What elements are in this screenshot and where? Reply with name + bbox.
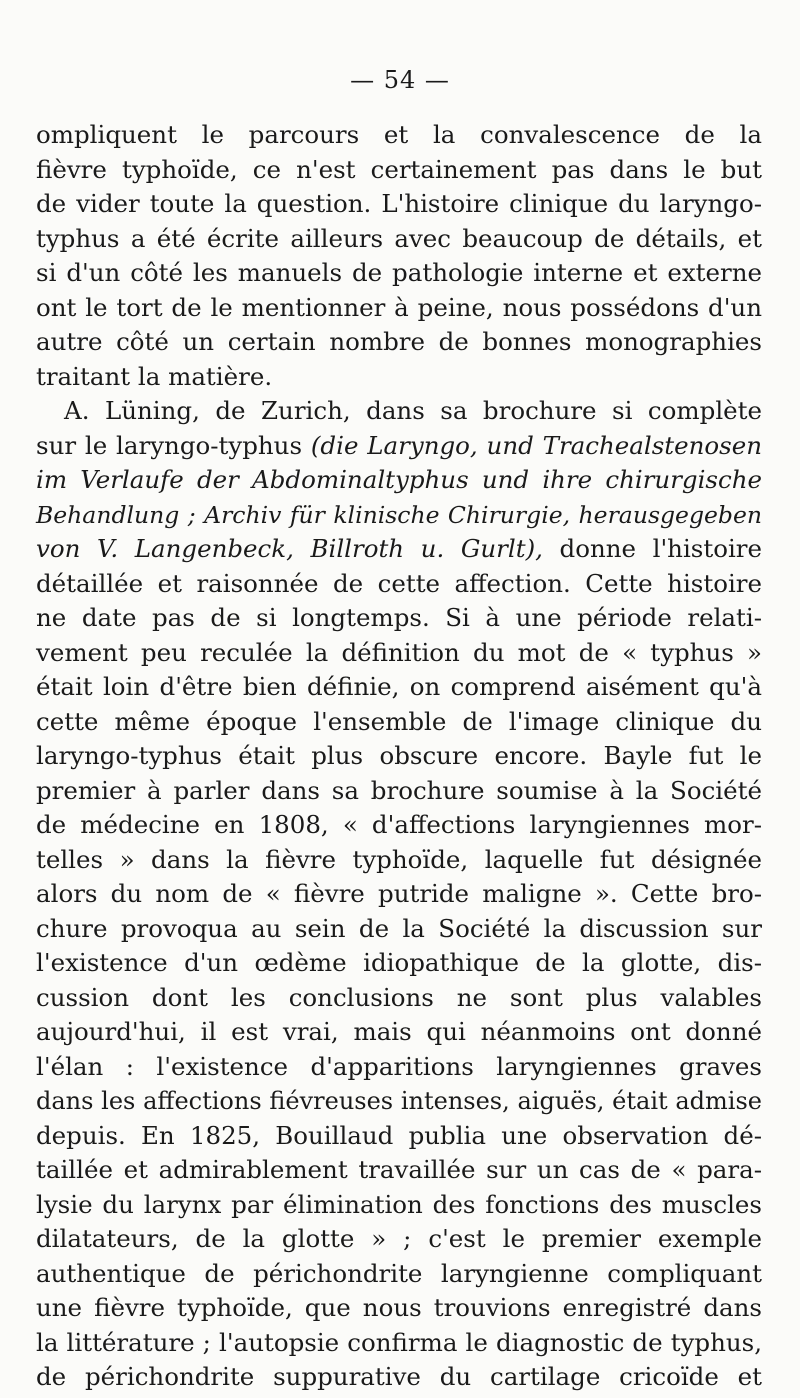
italic-citation: von V. Langenbeck, Billroth u. Gurlt), (36, 534, 543, 563)
text-run: traitant la matière. (36, 361, 273, 391)
text-run: ne date pas de si longtemps. Si à une période relati- (36, 603, 762, 632)
text-line (36, 429, 762, 464)
text-line (36, 325, 762, 360)
text-line (36, 567, 762, 602)
text-line (36, 291, 762, 326)
italic-citation: Behandlung ; Archiv für klinische Chirurgie, herausgegeben (36, 500, 762, 529)
text-run: de périchondrite suppurative du cartilage cricoïde et (36, 1362, 762, 1391)
text-line (36, 636, 762, 671)
text-line (36, 981, 762, 1016)
text-line (36, 394, 762, 429)
text-line (36, 1153, 762, 1188)
text-line (36, 1326, 762, 1361)
text-run: depuis. En 1825, Bouillaud publia une observation dé- (36, 1120, 762, 1150)
text-run: cussion dont les conclusions ne sont plus valables (36, 982, 762, 1012)
text-run: de médecine en 1808, « d'affections laryngiennes mor- (36, 810, 762, 839)
text-line (36, 601, 762, 636)
text-line (36, 877, 762, 912)
body-text (36, 118, 762, 1395)
text-line (36, 1257, 762, 1292)
text-run: alors du nom de « fièvre putride maligne ». Cette bro- (36, 879, 762, 908)
text-line (36, 360, 762, 395)
text-line (36, 1084, 762, 1119)
text-run: typhus a été écrite ailleurs avec beaucoup de détails, et (36, 223, 762, 253)
text-run: taillée et admirablement travaillée sur un cas de « para- (36, 1155, 762, 1184)
italic-citation: im Verlaufe der Abdominaltyphus und ihre chirurgische (36, 465, 762, 494)
text-run: authentique de périchondrite laryngienne compliquant (36, 1258, 762, 1288)
text-line (36, 739, 762, 774)
text-line (36, 1360, 762, 1395)
text-line (36, 705, 762, 740)
text-run: si d'un côté les manuels de pathologie interne et externe (36, 258, 762, 287)
text-line (36, 463, 762, 498)
text-line (36, 1222, 762, 1257)
text-run: la littérature ; l'autopsie confirma le diagnostic de typhus, (36, 1327, 762, 1357)
text-line (36, 532, 762, 567)
text-run: détaillée et raisonnée de cette affection. Cette histoire (36, 568, 762, 598)
text-run: chure provoqua au sein de la Société la discussion sur (36, 913, 762, 943)
text-run: une fièvre typhoïde, que nous trouvions enregistré dans (36, 1293, 762, 1322)
text-line (36, 1291, 762, 1326)
page-number-text: — 54 — (350, 66, 450, 94)
italic-citation: (die Laryngo, und Trachealstenosen (310, 430, 763, 460)
text-run: cette même époque l'ensemble de l'image clinique du (36, 706, 762, 736)
text-line (36, 187, 762, 222)
text-line (36, 843, 762, 878)
text-line (36, 153, 762, 188)
text-run: ompliquent le parcours et la convalescence de la (36, 120, 762, 149)
text-line (36, 912, 762, 947)
text-line (36, 1015, 762, 1050)
text-run: fièvre typhoïde, ce n'est certainement pas dans le but (36, 154, 762, 184)
text-line (36, 118, 762, 153)
text-run: vement peu reculée la définition du mot de « typhus » (36, 637, 762, 667)
text-run: laryngo-typhus était plus obscure encore. Bayle fut le (36, 741, 762, 770)
text-run: donne l'histoire (542, 534, 763, 563)
text-run: dilatateurs, de la glotte » ; c'est le premier exemple (36, 1224, 762, 1253)
text-run: telles » dans la fièvre typhoïde, laquelle fut désignée (36, 844, 762, 874)
text-run: ont le tort de le mentionner à peine, nous possédons d'un (36, 292, 762, 322)
text-run: était loin d'être bien définie, on comprend aisément qu'à (36, 672, 762, 701)
text-line (36, 1188, 762, 1223)
text-run: lysie du larynx par élimination des fonctions des muscles (36, 1189, 762, 1219)
text-run: sur le laryngo-typhus (36, 430, 311, 460)
text-line (36, 1050, 762, 1085)
text-line (36, 808, 762, 843)
text-run: de vider toute la question. L'histoire clinique du laryngo- (36, 189, 762, 218)
text-run: l'élan : l'existence d'apparitions laryngiennes graves (36, 1051, 762, 1081)
text-line (36, 1119, 762, 1154)
page-number (0, 66, 800, 94)
text-run: aujourd'hui, il est vrai, mais qui néanmoins ont donné (36, 1017, 762, 1046)
text-run: l'existence d'un œdème idiopathique de la glotte, dis- (36, 948, 762, 977)
text-run: dans les affections fiévreuses intenses, aiguës, était admise (36, 1087, 762, 1115)
text-run: premier à parler dans sa brochure soumise à la Société (36, 775, 762, 805)
text-line (36, 774, 762, 809)
text-line (36, 256, 762, 291)
text-line (36, 946, 762, 981)
text-line (36, 222, 762, 257)
text-run: autre côté un certain nombre de bonnes monographies (36, 327, 762, 356)
text-run: A. Lüning, de Zurich, dans sa brochure si complète (64, 396, 762, 425)
text-line (36, 498, 762, 533)
text-line (36, 670, 762, 705)
